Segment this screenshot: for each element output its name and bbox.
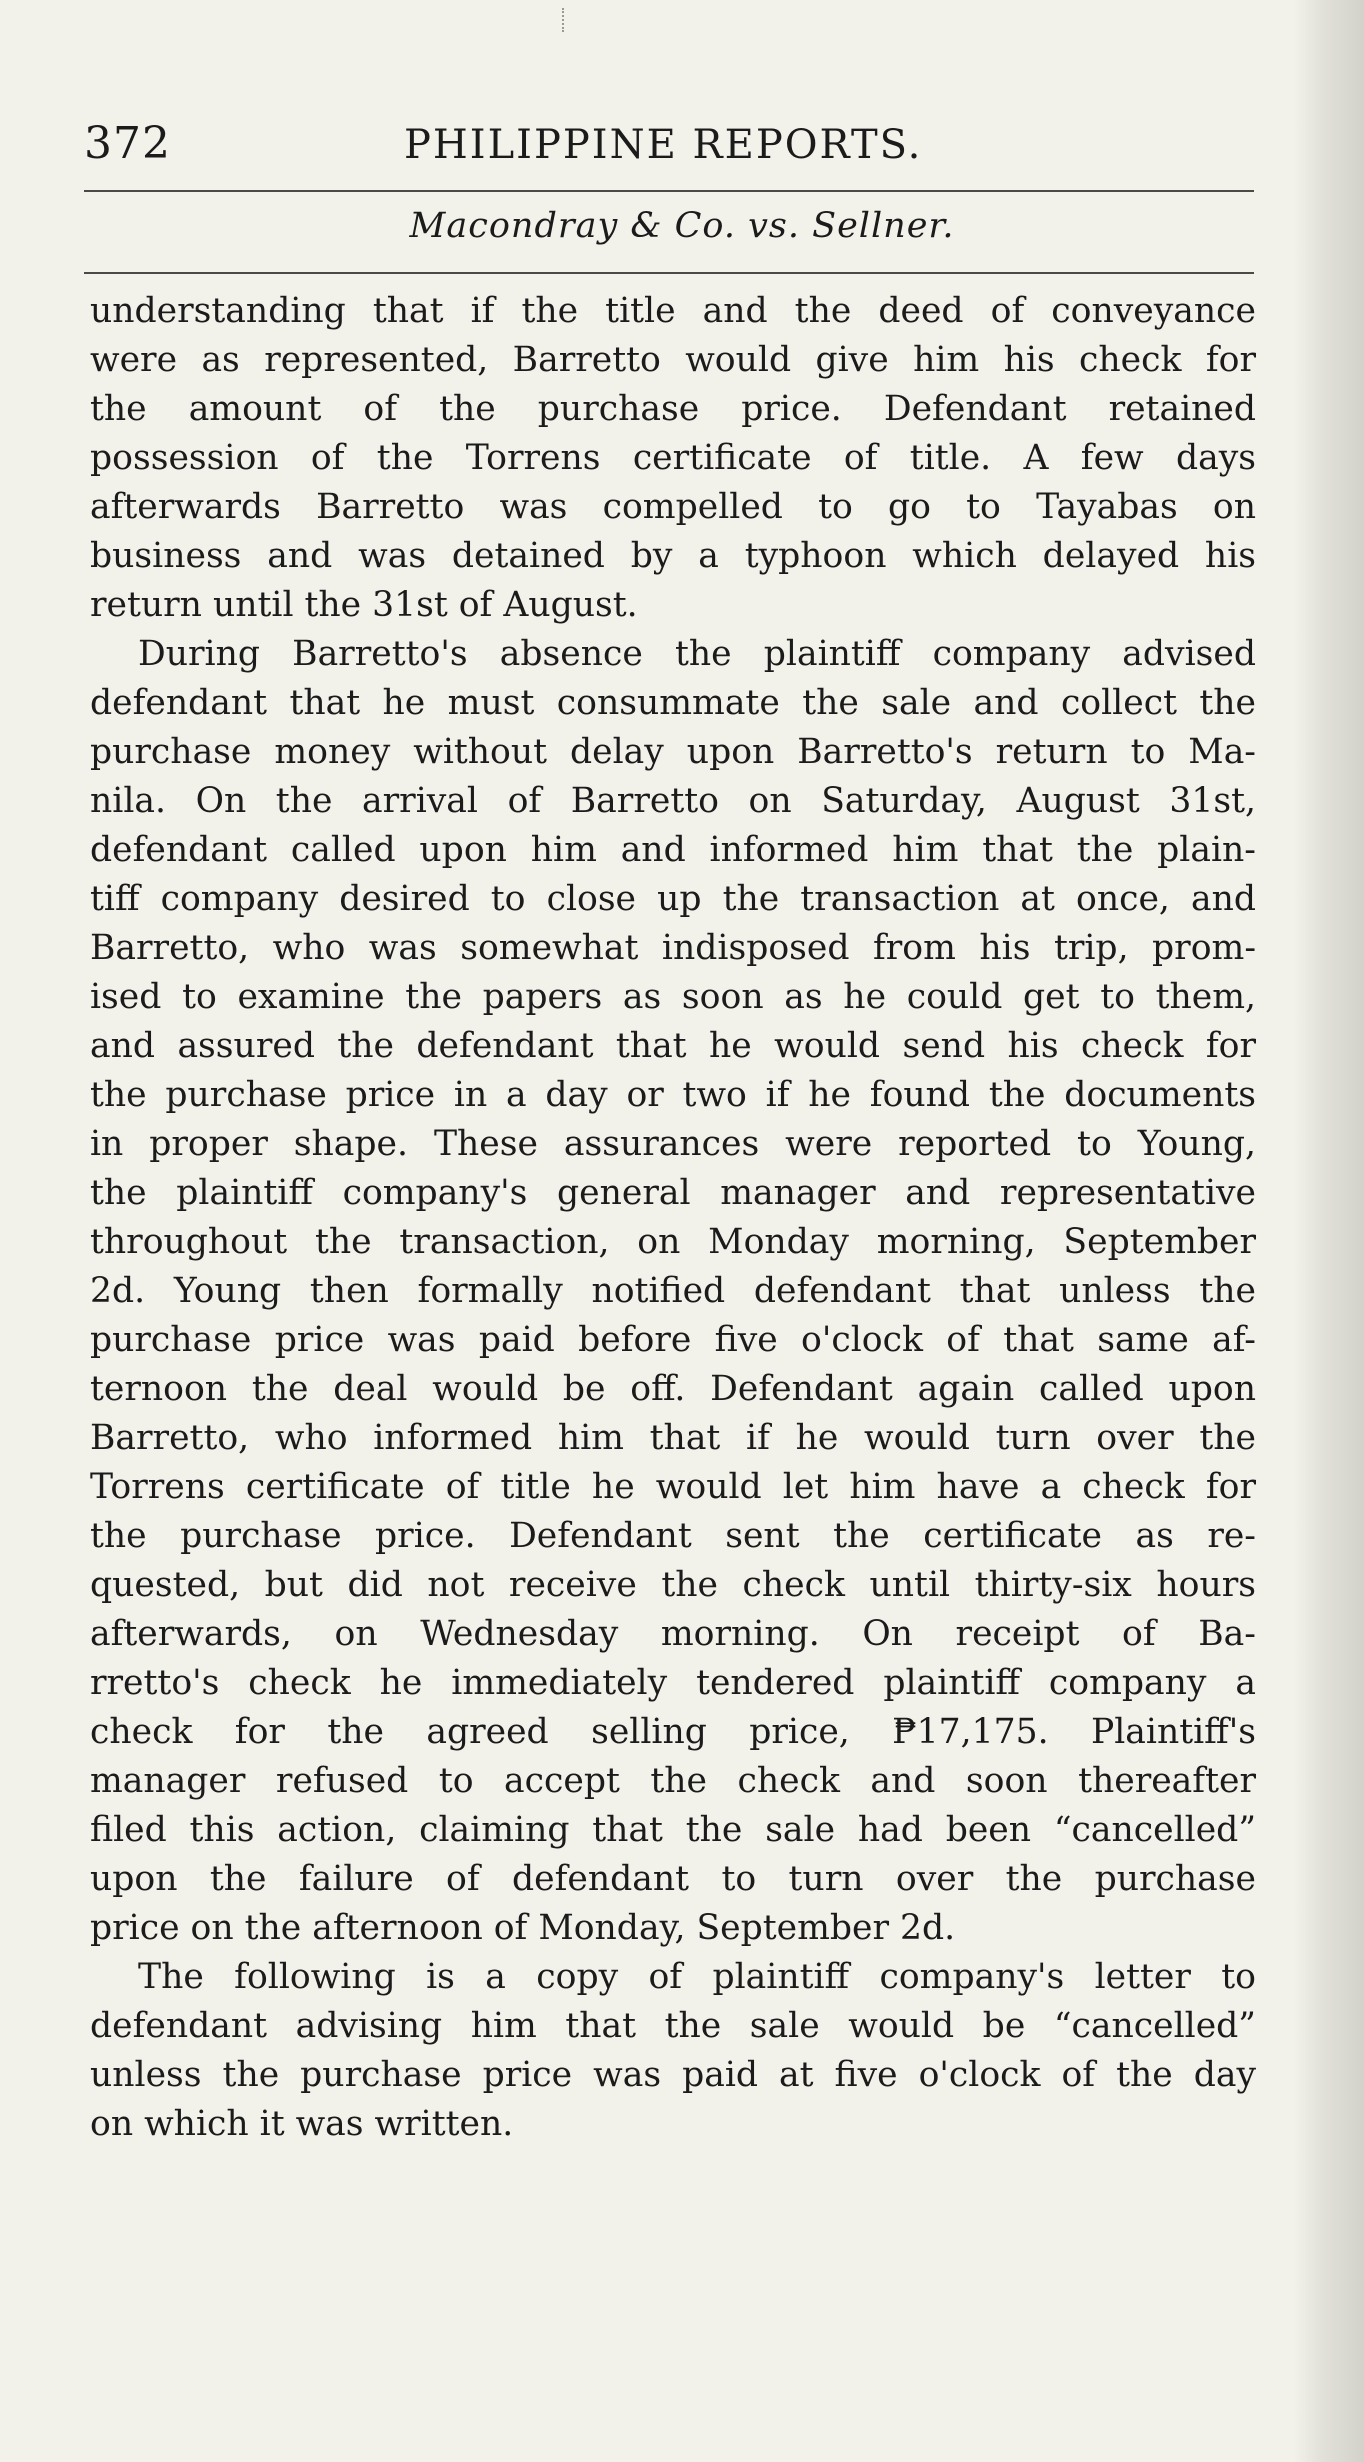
text-line: purchase price was paid before five o'clock of that same af- — [90, 1320, 1256, 1360]
page-edge-shadow — [1294, 0, 1364, 2462]
text-line: manager refused to accept the check and soon thereafter — [90, 1761, 1256, 1801]
text-line: nila. On the arrival of Barretto on Saturday, August 31st, — [90, 781, 1256, 821]
text-line: possession of the Torrens certificate of title. A few days — [90, 438, 1256, 478]
case-title: Macondray & Co. vs. Sellner. — [409, 206, 955, 246]
text-line: return until the 31st of August. — [90, 585, 638, 625]
text-line: Barretto, who was somewhat indisposed from his trip, prom- — [90, 928, 1256, 968]
text-line: check for the agreed selling price, ₱17,175. Plaintiff's — [90, 1712, 1256, 1752]
text-line: ternoon the deal would be off. Defendant again called upon — [90, 1369, 1256, 1409]
text-line: 2d. Young then formally notified defendant that unless the — [90, 1271, 1256, 1311]
header-rule-bottom — [84, 272, 1254, 274]
paragraph — [90, 630, 1256, 1953]
text-line: Torrens certificate of title he would let him have a check for — [90, 1467, 1256, 1507]
text-line: throughout the transaction, on Monday morning, September — [90, 1222, 1256, 1262]
header-rule-top — [84, 190, 1254, 192]
text-line: unless the purchase price was paid at five o'clock of the day — [90, 2055, 1256, 2095]
text-line: were as represented, Barretto would give him his check for — [90, 340, 1256, 380]
text-line: ised to examine the papers as soon as he could get to them, — [90, 977, 1256, 1017]
text-line: The following is a copy of plaintiff company's letter to — [138, 1957, 1256, 1997]
text-line: afterwards, on Wednesday morning. On receipt of Ba- — [90, 1614, 1256, 1654]
text-line: defendant called upon him and informed him that the plain- — [90, 830, 1256, 870]
text-line: upon the failure of defendant to turn over the purchase — [90, 1859, 1256, 1899]
page-header — [84, 118, 1254, 188]
page-number: 372 — [84, 118, 171, 169]
text-line: Barretto, who informed him that if he would turn over the — [90, 1418, 1256, 1458]
text-line: rretto's check he immediately tendered plaintiff company a — [90, 1663, 1256, 1703]
paragraph — [90, 1953, 1256, 2149]
text-line: price on the afternoon of Monday, September 2d. — [90, 1908, 956, 1948]
text-line: the plaintiff company's general manager and representative — [90, 1173, 1256, 1213]
binding-mark — [562, 8, 566, 32]
text-line: the purchase price in a day or two if he found the documents — [90, 1075, 1256, 1115]
text-line: defendant advising him that the sale would be “cancelled” — [90, 2006, 1256, 2046]
text-line: quested, but did not receive the check until thirty-six hours — [90, 1565, 1256, 1605]
text-line: the purchase price. Defendant sent the certificate as re- — [90, 1516, 1256, 1556]
text-line: business and was detained by a typhoon which delayed his — [90, 536, 1256, 576]
paragraph — [90, 287, 1256, 630]
text-line: purchase money without delay upon Barretto's return to Ma- — [90, 732, 1256, 772]
text-line: and assured the defendant that he would send his check for — [90, 1026, 1256, 1066]
running-title: PHILIPPINE REPORTS. — [404, 122, 923, 168]
text-line: understanding that if the title and the deed of conveyance — [90, 291, 1256, 331]
text-line: defendant that he must consummate the sale and collect the — [90, 683, 1256, 723]
body-text — [90, 287, 1256, 2149]
text-line: in proper shape. These assurances were reported to Young, — [90, 1124, 1256, 1164]
text-line: on which it was written. — [90, 2104, 514, 2144]
text-line: the amount of the purchase price. Defendant retained — [90, 389, 1256, 429]
text-line: During Barretto's absence the plaintiff company advised — [138, 634, 1256, 674]
text-line: tiff company desired to close up the transaction at once, and — [90, 879, 1256, 919]
text-line: afterwards Barretto was compelled to go to Tayabas on — [90, 487, 1256, 527]
text-line: filed this action, claiming that the sale had been “cancelled” — [90, 1810, 1256, 1850]
